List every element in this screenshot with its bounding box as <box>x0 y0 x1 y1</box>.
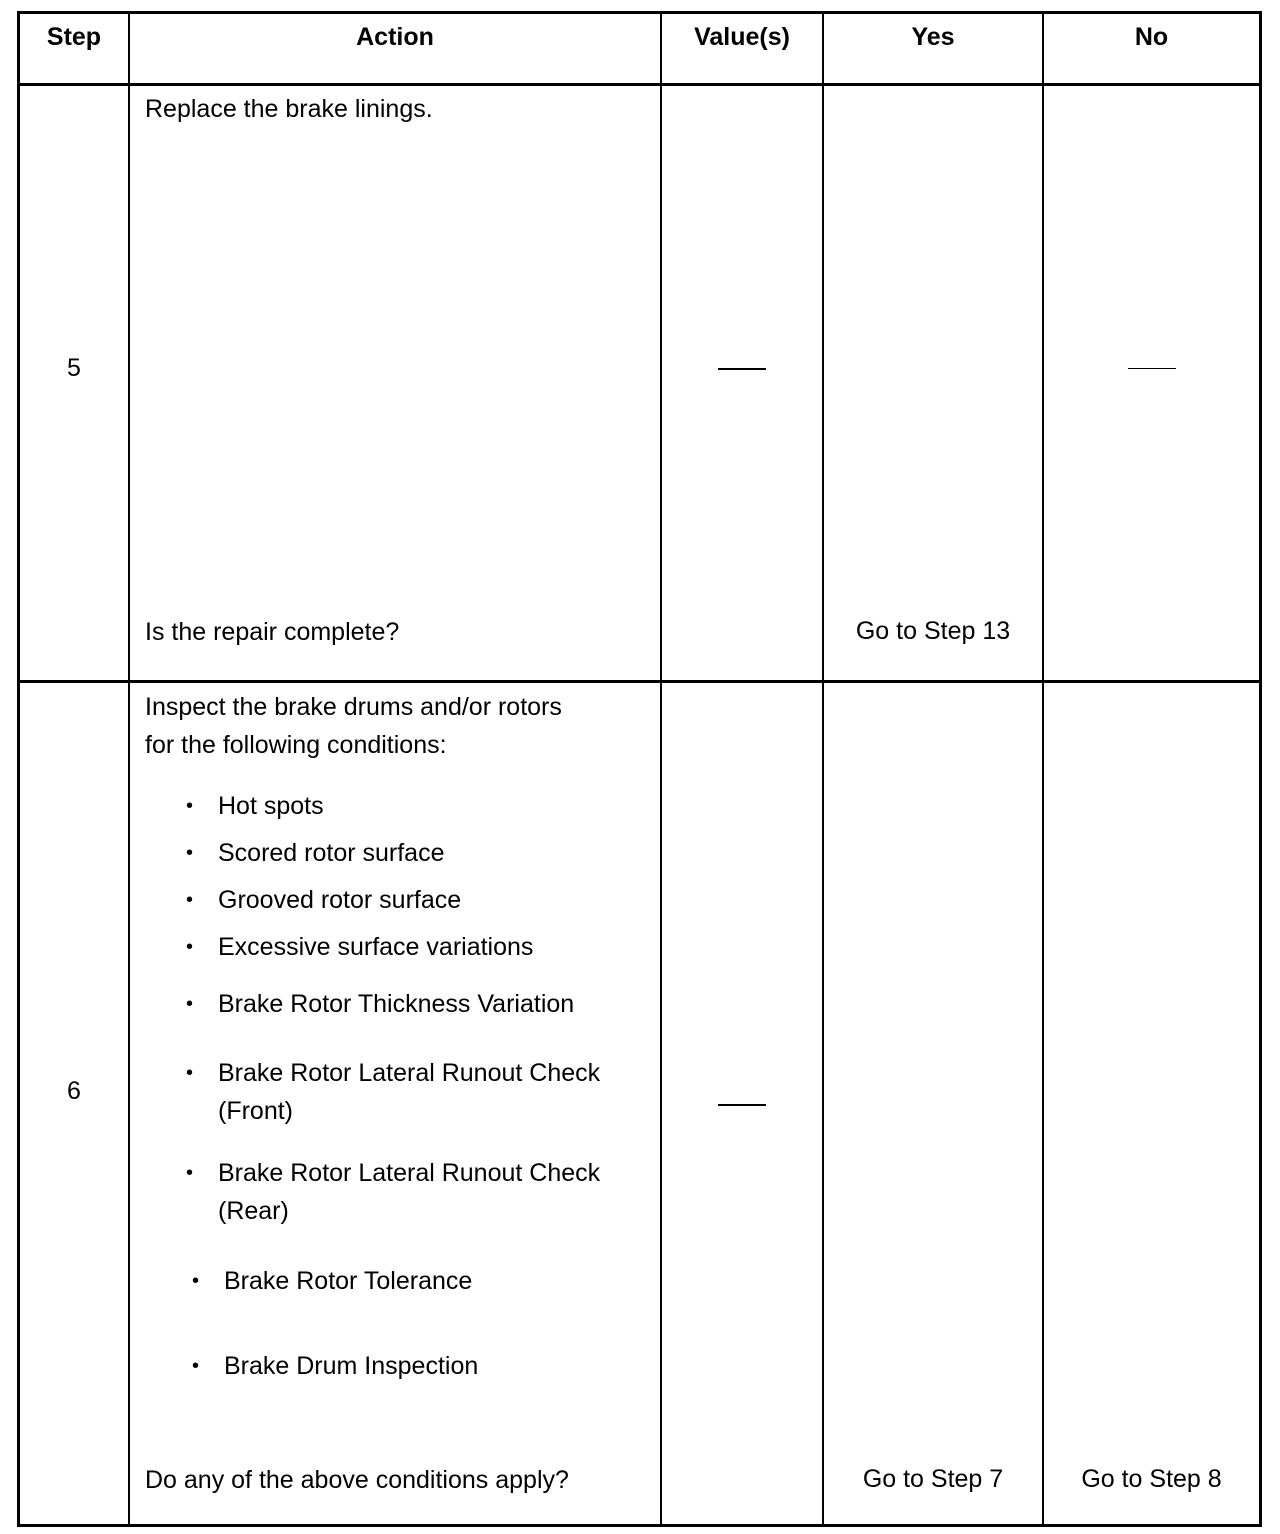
action-cell <box>130 683 662 1524</box>
header-yes: Yes <box>824 14 1044 86</box>
step-cell <box>20 86 130 683</box>
values-cell <box>662 683 824 1524</box>
values-dash <box>718 1104 766 1106</box>
bullet-icon: • <box>186 1062 194 1084</box>
list-item <box>170 1054 658 1130</box>
no-cell <box>1044 86 1259 683</box>
diagnostic-table <box>17 11 1262 1527</box>
condition-label: Excessive surface variations <box>218 933 534 961</box>
condition-label: Scored rotor surface <box>218 839 445 867</box>
bullet-icon: • <box>192 1270 200 1292</box>
header-values: Value(s) <box>662 14 824 86</box>
bullet-icon: • <box>186 1162 194 1184</box>
list-item <box>170 928 533 966</box>
header-no: No <box>1044 14 1259 86</box>
action-cell <box>130 86 662 683</box>
bullet-icon: • <box>186 936 194 958</box>
step-number: 6 <box>67 1077 81 1105</box>
condition-label: Grooved rotor surface <box>218 886 462 914</box>
action-intro-line2: for the following conditions: <box>145 731 447 759</box>
condition-label: Brake Rotor Lateral Runout Check (Rear) <box>218 1159 601 1225</box>
list-item <box>170 834 445 872</box>
condition-label: Brake Rotor Tolerance <box>224 1267 473 1295</box>
list-item <box>170 1154 658 1230</box>
action-question: Is the repair complete? <box>145 618 400 646</box>
list-item <box>170 985 574 1023</box>
list-item <box>176 1262 472 1300</box>
step-number: 5 <box>67 354 81 382</box>
yes-cell <box>824 86 1044 683</box>
action-question: Do any of the above conditions apply? <box>145 1466 569 1494</box>
list-item <box>176 1347 478 1385</box>
condition-label: Brake Rotor Thickness Variation <box>218 990 575 1018</box>
condition-label: Brake Drum Inspection <box>224 1352 479 1380</box>
values-cell <box>662 86 824 683</box>
bullet-icon: • <box>186 795 194 817</box>
list-item <box>170 787 324 825</box>
bullet-icon: • <box>186 993 194 1015</box>
step-cell <box>20 683 130 1524</box>
header-action: Action <box>130 14 662 86</box>
yes-cell <box>824 683 1044 1524</box>
bullet-icon: • <box>186 889 194 911</box>
condition-label: Brake Rotor Lateral Runout Check (Front) <box>218 1059 601 1125</box>
bullet-icon: • <box>192 1355 200 1377</box>
no-cell <box>1044 683 1259 1524</box>
action-intro-line1: Inspect the brake drums and/or rotors <box>145 693 562 721</box>
no-dash <box>1128 368 1176 369</box>
bullet-icon: • <box>186 842 194 864</box>
header-step: Step <box>20 14 130 86</box>
no-goto: Go to Step 8 <box>1081 1465 1222 1493</box>
yes-goto: Go to Step 7 <box>862 1465 1004 1493</box>
yes-goto: Go to Step 13 <box>855 617 1011 645</box>
values-dash <box>718 368 766 370</box>
condition-label: Hot spots <box>218 792 324 820</box>
list-item <box>170 881 461 919</box>
action-intro: Replace the brake linings. <box>145 95 433 123</box>
